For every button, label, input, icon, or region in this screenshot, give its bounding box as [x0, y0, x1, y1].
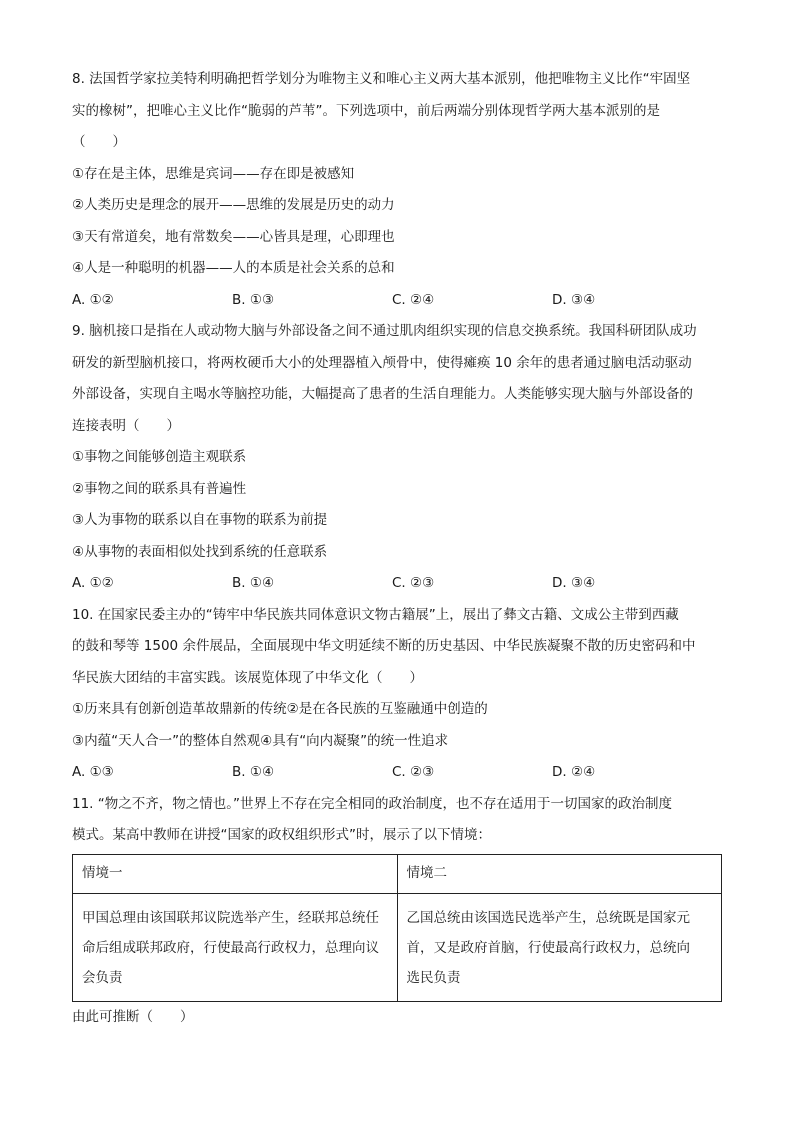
statement-item: ④人是一种聪明的机器——人的本质是社会关系的总和: [72, 260, 395, 276]
answer-options: [72, 757, 722, 789]
option-c[interactable]: C. ②④: [392, 291, 435, 308]
statement-item: ②事物之间的联系具有普遍性: [72, 480, 247, 497]
cell-text-line: 命后组成联邦政府，行使最高行政权力，总理向议: [82, 939, 379, 956]
table-header-row: [73, 854, 722, 893]
option-b[interactable]: B. ①④: [232, 575, 275, 591]
cell-text-line: 选民负责: [406, 969, 461, 986]
question-9: [72, 316, 722, 600]
option-b[interactable]: B. ①③: [232, 291, 275, 308]
table-header-cell: 情境二: [397, 854, 722, 893]
cell-text-line: 甲国总理由该国联邦议院选举产生，经联邦总统任: [82, 909, 379, 926]
option-a[interactable]: A. ①②: [72, 575, 114, 591]
question-stem-line: 10. 在国家民委主办的“铸牢中华民族共同体意识文物古籍展”上，展出了彝文古籍、文成公主带到西藏: [72, 606, 679, 623]
question-stem-line: （ ）: [72, 134, 126, 150]
question-11: [72, 789, 722, 1034]
statement-item: ③人为事物的联系以自在事物的联系为前提: [72, 512, 328, 528]
option-c[interactable]: C. ②③: [392, 575, 435, 591]
question-tail: 由此可推断（ ）: [72, 1008, 194, 1025]
statement-item: ②人类历史是理念的展开——思维的发展是历史的动力: [72, 197, 395, 213]
answer-options: [72, 568, 722, 600]
option-d[interactable]: D. ③④: [552, 291, 596, 308]
table-header-cell: 情境一: [73, 854, 398, 893]
option-d[interactable]: D. ②④: [552, 764, 596, 780]
scenario-table: [72, 854, 722, 1002]
table-cell: [397, 893, 722, 1001]
table-row: [73, 893, 722, 1001]
option-b[interactable]: B. ①④: [232, 764, 275, 780]
question-stem-line: 外部设备，实现自主喝水等脑控功能，大幅提高了患者的生活自理能力。人类能够实现大脑与外部设备的: [72, 386, 693, 402]
question-10: [72, 600, 722, 789]
question-8: [72, 64, 722, 316]
option-d[interactable]: D. ③④: [552, 575, 596, 591]
statement-item: ③天有常道矣，地有常数矣——心皆具是理，心即理也: [72, 228, 395, 245]
table-cell: [73, 893, 398, 1001]
cell-text-line: 乙国总统由该国选民选举产生，总统既是国家元: [406, 909, 690, 926]
question-stem-line: 的鼓和琴等 1500 余件展品，全面展现中华文明延续不断的历史基因、中华民族凝聚不散的历史密码和中: [72, 638, 696, 654]
statement-item: ①历来具有创新创造革故鼎新的传统②是在各民族的互鉴融通中创造的: [72, 701, 488, 717]
cell-text-line: 会负责: [82, 969, 123, 986]
statement-item: ③内蕴“天人合一”的整体自然观④具有“向内凝聚”的统一性追求: [72, 732, 449, 749]
answer-options: [72, 285, 722, 317]
statement-item: ④从事物的表面相似处找到系统的任意联系: [72, 543, 328, 560]
question-stem-line: 研发的新型脑机接口，将两枚硬币大小的处理器植入颅骨中，使得瘫痪 10 余年的患者通过脑电活动驱动: [72, 354, 692, 371]
question-stem-line: 实的橡树”，把唯心主义比作“脆弱的芦苇”。下列选项中，前后两端分别体现哲学两大基本派别的是: [72, 102, 660, 119]
statement-item: ①存在是主体，思维是宾词——存在即是被感知: [72, 165, 355, 182]
cell-text-line: 首，又是政府首脑，行使最高行政权力，总统向: [406, 939, 690, 956]
question-stem-line: 9. 脑机接口是指在人或动物大脑与外部设备之间不通过肌肉组织实现的信息交换系统。我国科研团队成功: [72, 323, 697, 339]
exam-page: [72, 64, 722, 1033]
option-a[interactable]: A. ①③: [72, 764, 114, 780]
option-c[interactable]: C. ②③: [392, 764, 435, 780]
option-a[interactable]: A. ①②: [72, 291, 114, 308]
question-stem-line: 8. 法国哲学家拉美特利明确把哲学划分为唯物主义和唯心主义两大基本派别，他把唯物主义比作“牢固坚: [72, 71, 691, 87]
question-stem-line: 11. “物之不齐，物之情也。”世界上不存在完全相同的政治制度，也不存在适用于一切国家的政治制度: [72, 795, 672, 812]
question-stem-line: 华民族大团结的丰富实践。该展览体现了中华文化（ ）: [72, 669, 423, 686]
question-stem-line: 连接表明（ ）: [72, 417, 180, 434]
statement-item: ①事物之间能够创造主观联系: [72, 449, 247, 465]
question-stem-line: 模式。某高中教师在讲授“国家的政权组织形式”时，展示了以下情境：: [72, 827, 491, 843]
